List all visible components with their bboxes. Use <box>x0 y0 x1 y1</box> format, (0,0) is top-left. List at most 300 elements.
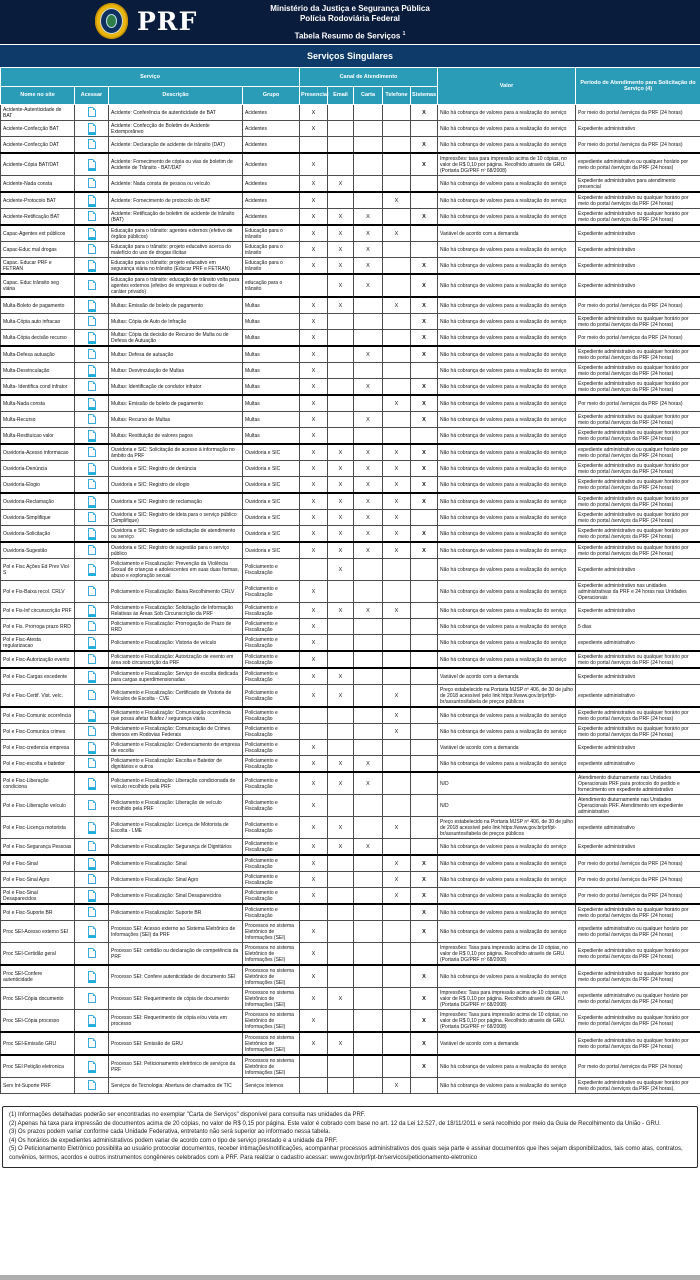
access-cell <box>75 209 109 226</box>
canal-sistemas-mark <box>411 510 438 526</box>
document-link-icon[interactable] <box>88 316 96 326</box>
document-link-icon[interactable] <box>88 195 96 205</box>
document-link-icon[interactable] <box>88 993 96 1003</box>
service-description: Educação para o trânsito: projeto educativo acerca do malefício do uso de drogas ilícitas <box>109 242 243 258</box>
canal-carta-mark <box>354 176 383 193</box>
canal-email-mark <box>328 795 354 817</box>
canal-carta-mark: X <box>354 526 383 543</box>
access-cell <box>75 772 109 795</box>
service-price: Não há cobrança de valores para a realização do serviço <box>438 542 576 559</box>
document-link-icon[interactable] <box>88 778 96 788</box>
document-link-icon[interactable] <box>88 211 96 221</box>
section-title: Serviços Singulares <box>0 44 700 67</box>
service-name: Ouvidoria-Elogio <box>1 477 75 494</box>
service-group: Policiamento e Fiscalização <box>243 668 300 685</box>
service-period: Expediente administrativo ou qualquer horário por meio do portal /serviços da PRF (24 horas) <box>576 1010 700 1033</box>
service-group: Policiamento e Fiscalização <box>243 707 300 724</box>
service-description: Ouvidoria e SIC: Registro de sugestão para o serviço público <box>109 542 243 559</box>
canal-presencial-mark: X <box>300 477 328 494</box>
canal-email-mark <box>328 965 354 988</box>
table-row <box>1 724 700 740</box>
canal-email-mark: X <box>328 225 354 242</box>
canal-email-mark <box>328 943 354 966</box>
document-link-icon[interactable] <box>88 398 96 408</box>
document-link-icon[interactable] <box>88 800 96 810</box>
service-group: Processos no sistema Eletrônico de Informações (SEI) <box>243 1055 300 1078</box>
canal-telefone-mark <box>383 988 411 1010</box>
access-cell <box>75 477 109 494</box>
canal-sistemas-mark: X <box>411 395 438 412</box>
table-row <box>1 772 700 795</box>
table-row <box>1 943 700 966</box>
document-link-icon[interactable] <box>88 280 96 290</box>
canal-telefone-mark <box>383 121 411 137</box>
canal-sistemas-mark: X <box>411 346 438 363</box>
document-link-icon[interactable] <box>88 178 96 188</box>
service-group: Serviços internos <box>243 1078 300 1094</box>
document-link-icon[interactable] <box>88 139 96 149</box>
service-description: Policiamento e Fiscalização: Vistoria de veículo <box>109 635 243 652</box>
document-link-icon[interactable] <box>88 1080 96 1090</box>
access-cell <box>75 872 109 888</box>
document-link-icon[interactable] <box>88 586 96 596</box>
canal-presencial-mark: X <box>300 1010 328 1033</box>
canal-presencial-mark: X <box>300 428 328 445</box>
document-link-icon[interactable] <box>88 822 96 832</box>
service-description: Multas: Restituição de valores pagos <box>109 428 243 445</box>
canal-telefone-mark: X <box>383 526 411 543</box>
canal-sistemas-mark: X <box>411 330 438 347</box>
canal-email-mark: X <box>328 542 354 559</box>
table-row <box>1 707 700 724</box>
service-name: Proc SEI-Confere autenticidade <box>1 965 75 988</box>
table-row <box>1 872 700 888</box>
canal-carta-mark: X <box>354 258 383 275</box>
document-link-icon[interactable] <box>88 858 96 868</box>
canal-sistemas-mark: X <box>411 137 438 154</box>
service-period: Por meio do portal /serviços da PRF (24 horas) <box>576 872 700 888</box>
document-link-icon[interactable] <box>88 564 96 574</box>
document-link-icon[interactable] <box>88 244 96 254</box>
service-price: Não há cobrança de valores para a realização do serviço <box>438 965 576 988</box>
service-group: Multas <box>243 428 300 445</box>
service-price: Não há cobrança de valores para a realização do serviço <box>438 477 576 494</box>
service-period: Expediente administrativo ou qualquer horário por meio do portal /serviços da PRF (24 horas) <box>576 707 700 724</box>
page-bottom-edge <box>0 1275 700 1280</box>
service-price: Impressões: Taxa para impressão acima de 10 cópias, no valor de R$ 0,10 por página. Recolhido através de GRU. (Portaria DG/PRF nº 68/2008) <box>438 1010 576 1033</box>
canal-carta-mark <box>354 137 383 154</box>
document-link-icon[interactable] <box>88 758 96 768</box>
document-link-icon[interactable] <box>88 1015 96 1025</box>
service-group: Acidentes <box>243 137 300 154</box>
canal-email-mark <box>328 379 354 396</box>
access-cell <box>75 943 109 966</box>
access-cell <box>75 1010 109 1033</box>
canal-sistemas-mark: X <box>411 153 438 176</box>
table-row <box>1 635 700 652</box>
canal-carta-mark <box>354 314 383 330</box>
canal-carta-mark <box>354 297 383 314</box>
document-link-icon[interactable] <box>88 948 96 958</box>
service-period: Expediente administrativo <box>576 668 700 685</box>
canal-sistemas-mark: X <box>411 297 438 314</box>
document-link-icon[interactable] <box>88 637 96 647</box>
canal-telefone-mark <box>383 756 411 773</box>
column-header-periodo: Período de Atendimento para Solicitação do Serviço (4) <box>576 68 700 105</box>
canal-telefone-mark <box>383 839 411 856</box>
document-link-icon[interactable] <box>88 926 96 936</box>
document-link-icon[interactable] <box>88 463 96 473</box>
canal-telefone-mark: X <box>383 603 411 619</box>
service-group: Policiamento e Fiscalização <box>243 685 300 708</box>
canal-carta-mark <box>354 965 383 988</box>
canal-telefone-mark: X <box>383 297 411 314</box>
service-name: Multa-Desvinculação <box>1 363 75 379</box>
canal-carta-mark: X <box>354 274 383 297</box>
prf-wordmark: PRF <box>137 6 198 36</box>
canal-telefone-mark <box>383 176 411 193</box>
canal-carta-mark: X <box>354 510 383 526</box>
service-name: Capac. Educ trânsito seg viária <box>1 274 75 297</box>
canal-carta-mark <box>354 105 383 121</box>
document-link-icon[interactable] <box>88 621 96 631</box>
canal-presencial-mark: X <box>300 921 328 943</box>
access-cell <box>75 904 109 921</box>
service-period: Expediente administrativo <box>576 603 700 619</box>
access-cell <box>75 176 109 193</box>
document-link-icon[interactable] <box>88 545 96 555</box>
table-row <box>1 619 700 635</box>
service-period: Expediente administrativo nas unidades administrativas da PRF e 24 horas nas Unidades Operacionais <box>576 581 700 603</box>
canal-email-mark <box>328 363 354 379</box>
canal-sistemas-mark: X <box>411 1032 438 1055</box>
canal-sistemas-mark: X <box>411 888 438 905</box>
service-description: Policiamento e Fiscalização: Comunicação de Crimes diversos em Rodovias Federais <box>109 724 243 740</box>
canal-presencial-mark <box>300 559 328 581</box>
document-link-icon[interactable] <box>88 260 96 270</box>
document-link-icon[interactable] <box>88 381 96 391</box>
service-group: Policiamento e Fiscalização <box>243 581 300 603</box>
canal-email-mark: X <box>328 493 354 510</box>
canal-carta-mark <box>354 888 383 905</box>
service-price: Não há cobrança de valores para a realização do serviço <box>438 872 576 888</box>
service-description: Acidente: Fornecimento de cópia ou vias de boletim de Acidente de Trânsito - BAT/DAT <box>109 153 243 176</box>
service-group: Policiamento e Fiscalização <box>243 724 300 740</box>
canal-telefone-mark: X <box>383 493 411 510</box>
canal-telefone-mark <box>383 1055 411 1078</box>
access-cell <box>75 603 109 619</box>
service-period: Por meio do portal /serviços da PRF (24 horas) <box>576 297 700 314</box>
service-period: Expediente administrativo ou qualquer horário por meio do portal /serviços da PRF (24 horas) <box>576 526 700 543</box>
column-header-acessar: Acessar <box>75 87 109 105</box>
canal-telefone-mark <box>383 242 411 258</box>
access-cell <box>75 965 109 988</box>
service-period: Por meio do portal /serviços da PRF (24 horas) <box>576 105 700 121</box>
service-period: Expediente administrativo ou qualquer horário por meio do portal /serviços da PRF (24 horas) <box>576 209 700 226</box>
service-group: Policiamento e Fiscalização <box>243 904 300 921</box>
canal-presencial-mark: X <box>300 635 328 652</box>
service-description: Policiamento e Fiscalização: Prorrogação de Prazo de RRD <box>109 619 243 635</box>
canal-carta-mark <box>354 872 383 888</box>
group-header-servico: Serviço <box>1 68 300 87</box>
access-cell <box>75 137 109 154</box>
service-period: Expediente administrativo ou qualquer horário por meio do portal /serviços da PRF (24 horas) <box>576 461 700 477</box>
table-row <box>1 363 700 379</box>
canal-presencial-mark: X <box>300 176 328 193</box>
service-name: Acidente-Cópia BAT/DAT <box>1 153 75 176</box>
service-period: Por meio do portal /serviços da PRF (24 horas) <box>576 1055 700 1078</box>
canal-carta-mark: X <box>354 477 383 494</box>
service-group: Multas <box>243 346 300 363</box>
service-name: Pol e Fis. Prorroga prazo RRD <box>1 619 75 635</box>
service-description: Policiamento e Fiscalização: Comunicação ocorrência que possa afetar fluidez / segurança viária <box>109 707 243 724</box>
table-row <box>1 1032 700 1055</box>
canal-email-mark <box>328 395 354 412</box>
service-name: Multa-Restituicao valor <box>1 428 75 445</box>
service-description: Policiamento e Fiscalização: Sinal Desaparecidos <box>109 888 243 905</box>
service-name: Proc SEI-Cópia processo <box>1 1010 75 1033</box>
canal-sistemas-mark: X <box>411 965 438 988</box>
access-cell <box>75 1055 109 1078</box>
canal-sistemas-mark: X <box>411 872 438 888</box>
canal-email-mark <box>328 872 354 888</box>
service-price: Não há cobrança de valores para a realização do serviço <box>438 192 576 209</box>
service-period: Por meio do portal /serviços da PRF (24 horas) <box>576 330 700 347</box>
service-period: Expediente administrativo ou qualquer horário por meio do portal /serviços da PRF (24 horas) <box>576 1032 700 1055</box>
canal-telefone-mark: X <box>383 444 411 461</box>
service-name: Ouvidoria-Simplifique <box>1 510 75 526</box>
canal-sistemas-mark <box>411 603 438 619</box>
service-description: Processo SEI: Requerimento de cópia de documento <box>109 988 243 1010</box>
service-price: Não há cobrança de valores para a realização do serviço <box>438 1078 576 1094</box>
service-name: Ouvidoria-Reclamação <box>1 493 75 510</box>
table-row <box>1 258 700 275</box>
table-row <box>1 477 700 494</box>
service-price: Não há cobrança de valores para a realização do serviço <box>438 428 576 445</box>
canal-telefone-mark <box>383 314 411 330</box>
service-name: Capac-Educ mal drogas <box>1 242 75 258</box>
canal-carta-mark <box>354 395 383 412</box>
access-cell <box>75 651 109 668</box>
service-name: Ouvidoria-Solicitação <box>1 526 75 543</box>
document-link-icon[interactable] <box>88 228 96 238</box>
document-link-icon[interactable] <box>88 971 96 981</box>
service-price: Não há cobrança de valores para a realização do serviço <box>438 121 576 137</box>
canal-email-mark <box>328 581 354 603</box>
service-price: Não há cobrança de valores para a realização do serviço <box>438 855 576 872</box>
canal-presencial-mark: X <box>300 209 328 226</box>
document-link-icon[interactable] <box>88 742 96 752</box>
service-group: Policiamento e Fiscalização <box>243 756 300 773</box>
footnote-5: (5) O Peticionamento Eletrônico possibilita ao usuário protocolar documentos, receber intimações/notificações, acompanhar processos administrativos dos quais seja parte e assinar documentos que lhes sejam disponibilizados, tais como atas, contratos, convênios, termos, acordos e outros instrumentos congêneres celebrados com a PRF. Para realizar o cadastro acessar: www.gov.br/prf/pt-br/servicos/peticionamento-eletronico <box>9 1146 683 1161</box>
table-row <box>1 379 700 396</box>
service-name: Pol e Fisc-Licença motorista <box>1 817 75 839</box>
service-period: Por meio do portal /serviços da PRF (24 horas) <box>576 888 700 905</box>
service-group: Processos no sistema Eletrônico de Informações (SEI) <box>243 965 300 988</box>
service-period: Expediente administrativo ou qualquer horário por meio do portal /serviços da PRF (24 horas) <box>576 428 700 445</box>
canal-carta-mark <box>354 635 383 652</box>
document-link-icon[interactable] <box>88 690 96 700</box>
service-group: Policiamento e Fiscalização <box>243 619 300 635</box>
document-link-icon[interactable] <box>88 447 96 457</box>
service-description: Policiamento e Fiscalização: Escolta e Batedor de dignitários e outros <box>109 756 243 773</box>
service-group: Multas <box>243 297 300 314</box>
service-period: Expediente administrativo ou qualquer horário por meio do portal /serviços da PRF (24 horas) <box>576 314 700 330</box>
table-row <box>1 904 700 921</box>
document-link-icon[interactable] <box>88 671 96 681</box>
service-period: Expediente administrativo ou qualquer horário por meio do portal /serviços da PRF (24 horas) <box>576 904 700 921</box>
canal-email-mark <box>328 921 354 943</box>
footnote-1: (1) Informações detalhadas poderão ser encontradas no exemplar "Carta de Serviços" disponível para consulta nas unidades da PRF. <box>9 1112 366 1118</box>
canal-email-mark <box>328 740 354 756</box>
document-link-icon[interactable] <box>88 123 96 133</box>
service-price: Não há cobrança de valores para a realização do serviço <box>438 395 576 412</box>
service-price: Impressões: taxa para impressão acima de 10 cópias, no valor de R$ 0,10 por página. Recolhido através de GRU. (Portaria DG/PRF nº 68/2008) <box>438 153 576 176</box>
document-link-icon[interactable] <box>88 874 96 884</box>
canal-carta-mark: X <box>354 603 383 619</box>
canal-sistemas-mark <box>411 943 438 966</box>
document-link-icon[interactable] <box>88 605 96 615</box>
document-link-icon[interactable] <box>88 726 96 736</box>
service-name: Pol e Fisc-Sinal Desaparecidos <box>1 888 75 905</box>
service-period: Expediente administrativo ou qualquer horário por meio do portal /serviços da PRF (24 horas) <box>576 477 700 494</box>
document-link-icon[interactable] <box>88 300 96 310</box>
service-group: Policiamento e Fiscalização <box>243 795 300 817</box>
access-cell <box>75 121 109 137</box>
document-link-icon[interactable] <box>88 890 96 900</box>
canal-telefone-mark <box>383 619 411 635</box>
service-period: Expediente administrativo <box>576 839 700 856</box>
canal-presencial-mark: X <box>300 225 328 242</box>
canal-carta-mark <box>354 651 383 668</box>
canal-sistemas-mark <box>411 817 438 839</box>
canal-presencial-mark: X <box>300 668 328 685</box>
document-link-icon[interactable] <box>88 107 96 117</box>
canal-presencial-mark: X <box>300 855 328 872</box>
document-link-icon[interactable] <box>88 841 96 851</box>
service-description: Policiamento e Fiscalização: Sinal <box>109 855 243 872</box>
service-group: Acidentes <box>243 176 300 193</box>
table-row <box>1 412 700 428</box>
service-description: Multas: Emissão de boleto de pagamento <box>109 395 243 412</box>
access-cell <box>75 258 109 275</box>
service-group: Ouvidoria e SIC <box>243 510 300 526</box>
document-link-icon[interactable] <box>88 349 96 359</box>
document-link-icon[interactable] <box>88 496 96 506</box>
document-link-icon[interactable] <box>88 528 96 538</box>
canal-telefone-mark: X <box>383 395 411 412</box>
canal-telefone-mark: X <box>383 461 411 477</box>
prf-logo <box>95 3 197 39</box>
canal-telefone-mark: X <box>383 724 411 740</box>
service-name: Pol e Fis-Baixa recol. CRLV <box>1 581 75 603</box>
canal-sistemas-mark: X <box>411 988 438 1010</box>
canal-telefone-mark <box>383 379 411 396</box>
service-period: expediente administrativo <box>576 685 700 708</box>
service-name: Proc SEI-Acesso externo SEI <box>1 921 75 943</box>
document-link-icon[interactable] <box>88 710 96 720</box>
document-link-icon[interactable] <box>88 430 96 440</box>
document-link-icon[interactable] <box>88 479 96 489</box>
canal-sistemas-mark: X <box>411 274 438 297</box>
canal-presencial-mark: X <box>300 740 328 756</box>
canal-sistemas-mark: X <box>411 444 438 461</box>
access-cell <box>75 412 109 428</box>
canal-carta-mark <box>354 619 383 635</box>
canal-presencial-mark <box>300 904 328 921</box>
canal-presencial-mark <box>300 137 328 154</box>
canal-telefone-mark <box>383 363 411 379</box>
service-price: Não há cobrança de valores para a realização do serviço <box>438 526 576 543</box>
service-name: Pol e Fisc-Liberação condiciona <box>1 772 75 795</box>
service-price: Variável de acordo com a demanda <box>438 740 576 756</box>
document-link-icon[interactable] <box>88 159 96 169</box>
canal-presencial-mark: X <box>300 461 328 477</box>
service-description: Educação para o trânsito: projeto educativo em segurança viária no trânsito (Educar PRF e FETRAN) <box>109 258 243 275</box>
access-cell <box>75 297 109 314</box>
access-cell <box>75 795 109 817</box>
service-price: Não há cobrança de valores para a realização do serviço <box>438 105 576 121</box>
document-link-icon[interactable] <box>88 365 96 375</box>
column-header-grupo: Grupo <box>243 87 300 105</box>
service-description: Acidente: Retificação de boletim de acidente de trânsito (BAT) <box>109 209 243 226</box>
canal-email-mark <box>328 707 354 724</box>
service-price: Não há cobrança de valores para a realização do serviço <box>438 346 576 363</box>
canal-presencial-mark: X <box>300 192 328 209</box>
canal-email-mark: X <box>328 603 354 619</box>
service-group: Acidentes <box>243 121 300 137</box>
canal-email-mark <box>328 192 354 209</box>
column-header-sistemas: Sistemas <box>411 87 438 105</box>
service-group: Multas <box>243 395 300 412</box>
table-row <box>1 839 700 856</box>
canal-presencial-mark: X <box>300 314 328 330</box>
document-link-icon[interactable] <box>88 512 96 522</box>
document-link-icon[interactable] <box>88 907 96 917</box>
canal-telefone-mark <box>383 965 411 988</box>
document-link-icon[interactable] <box>88 1061 96 1071</box>
service-period: expediente administrativo ou qualquer horário por meio do portal /serviços da PRF (24 horas) <box>576 988 700 1010</box>
table-row <box>1 526 700 543</box>
service-period: expediente administrativo ou qualquer horário por meio do portal /serviços da PRF (24 horas) <box>576 444 700 461</box>
access-cell <box>75 526 109 543</box>
document-link-icon[interactable] <box>88 332 96 342</box>
access-cell <box>75 559 109 581</box>
document-link-icon[interactable] <box>88 414 96 424</box>
service-period: expediente administrativo <box>576 635 700 652</box>
canal-telefone-mark <box>383 651 411 668</box>
canal-sistemas-mark: X <box>411 526 438 543</box>
service-group: Educação para o trânsito <box>243 258 300 275</box>
canal-telefone-mark: X <box>383 888 411 905</box>
service-description: Multas: Cópia da decisão de Recurso de Multa ou de Defesa de Autuação <box>109 330 243 347</box>
canal-presencial-mark: X <box>300 795 328 817</box>
table-row <box>1 855 700 872</box>
document-link-icon[interactable] <box>88 1038 96 1048</box>
canal-email-mark <box>328 412 354 428</box>
service-price: Preço estabelecido na Portaria MJSP nº 406, de 30 de julho de 2018 acessível pelo link https://www.gov.br/prf/pt-br/assuntos/tabela de preços públicos <box>438 817 576 839</box>
table-row <box>1 921 700 943</box>
canal-email-mark <box>328 428 354 445</box>
service-name: Multa- Identifica cond infrator <box>1 379 75 396</box>
document-link-icon[interactable] <box>88 654 96 664</box>
canal-presencial-mark: X <box>300 526 328 543</box>
service-description: Acidente: Confecção de Boletim de Acidente Extemporâneo <box>109 121 243 137</box>
table-row <box>1 651 700 668</box>
document-header <box>0 0 700 44</box>
canal-carta-mark <box>354 685 383 708</box>
service-name: Multa-Defesa autuação <box>1 346 75 363</box>
